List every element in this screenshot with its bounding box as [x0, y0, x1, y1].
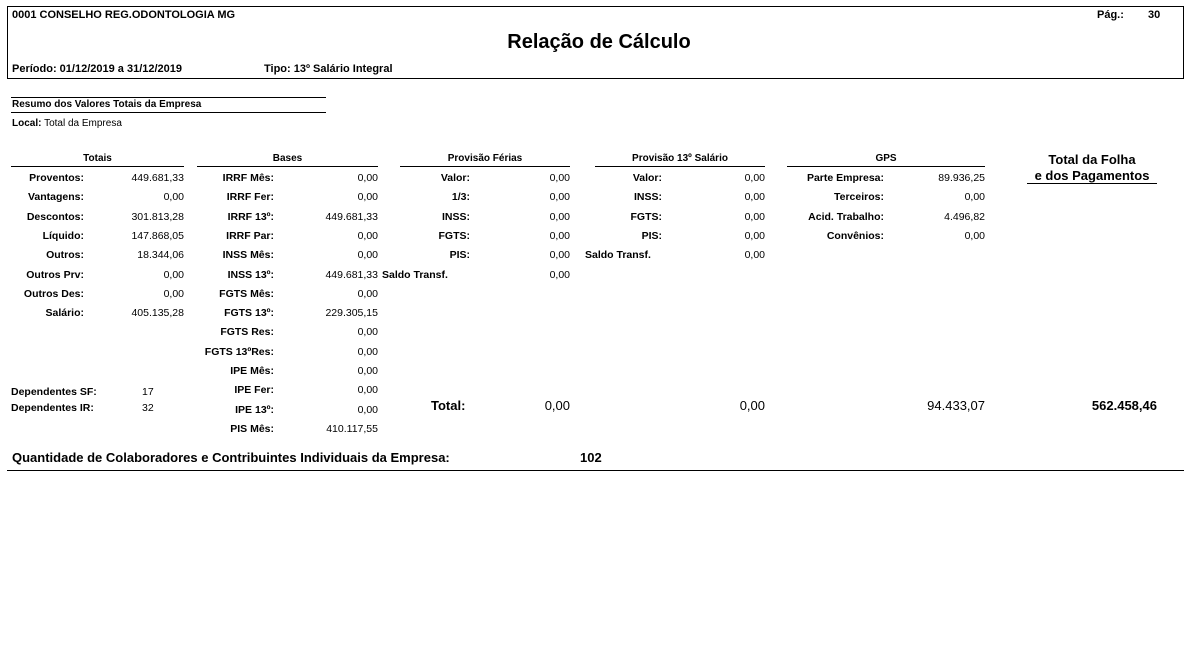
decimo-heading: Provisão 13º Salário [632, 153, 728, 164]
gps-rule [787, 166, 985, 167]
footer-value: 102 [580, 450, 602, 465]
bases-label: IRRF Mês: [222, 172, 274, 184]
local-line [12, 118, 122, 129]
dependentes-sf-value: 17 [142, 386, 154, 398]
provisao-ferias-label: Saldo Transf. [382, 268, 448, 281]
provisao-13-value: 0,00 [744, 210, 765, 223]
totais-value: 0,00 [163, 268, 184, 281]
page-label: Pág.: [1097, 9, 1124, 21]
bases-value: 0,00 [357, 287, 378, 300]
total-folha: 562.458,46 [1091, 398, 1157, 413]
provisao-ferias-value: 0,00 [549, 249, 570, 262]
bases-label: IRRF Par: [226, 229, 274, 242]
bases-heading: Bases [272, 153, 303, 164]
totais-label: Outros: [46, 249, 84, 262]
bases-label: IRRF Fer: [226, 191, 274, 204]
bases-label: IRRF 13º: [227, 210, 274, 223]
bases-label: IPE Fer: [234, 384, 274, 397]
totais-value: 0,00 [163, 191, 184, 204]
provisao-ferias-label: FGTS: [438, 229, 470, 242]
total-label: Total: [431, 398, 466, 413]
gps-label: Terceiros: [834, 191, 884, 204]
footer-rule [7, 470, 1184, 471]
total-gps: 94.433,07 [927, 398, 985, 413]
bases-label: FGTS Res: [220, 326, 274, 339]
provisao-ferias-value: 0,00 [549, 229, 570, 242]
ferias-heading: Provisão Férias [447, 153, 523, 164]
bases-value: 449.681,33 [325, 268, 378, 281]
bases-value: 0,00 [357, 384, 378, 397]
bases-value: 0,00 [357, 403, 378, 416]
company-name: 0001 CONSELHO REG.ODONTOLOGIA MG [12, 9, 236, 21]
bases-label: INSS 13º: [227, 268, 274, 281]
dependentes-sf-label: Dependentes SF: [11, 386, 97, 398]
totais-value: 405.135,28 [131, 307, 184, 320]
report-period: Período: 01/12/2019 a 31/12/2019 [12, 63, 183, 75]
folha-heading-1: Total da Folha [1048, 152, 1136, 167]
bases-value: 0,00 [357, 172, 378, 184]
provisao-13-label: INSS: [633, 191, 662, 204]
provisao-ferias-label: INSS: [441, 210, 470, 223]
bases-label: PIS Mês: [230, 422, 274, 435]
provisao-ferias-value: 0,00 [549, 172, 570, 184]
bases-value: 0,00 [357, 191, 378, 204]
folha-rule [1027, 183, 1157, 184]
totais-label: Vantagens: [27, 191, 84, 204]
bases-value: 0,00 [357, 229, 378, 242]
provisao-ferias-label: 1/3: [451, 191, 470, 204]
summary-title: Resumo dos Valores Totais da Empresa [12, 99, 202, 110]
gps-value: 4.496,82 [944, 210, 985, 223]
bases-value: 0,00 [357, 326, 378, 339]
totais-value: 449.681,33 [131, 172, 184, 184]
gps-label: Acid. Trabalho: [808, 210, 884, 223]
gps-value: 89.936,25 [938, 172, 985, 184]
summary-top-rule [11, 97, 326, 98]
provisao-ferias-value: 0,00 [549, 268, 570, 281]
summary-bottom-rule [11, 112, 326, 113]
totais-label: Proventos: [29, 172, 84, 184]
totais-value: 301.813,28 [131, 210, 184, 223]
totais-label: Outros Prv: [26, 268, 84, 281]
dependentes-ir-label: Dependentes IR: [11, 402, 94, 414]
report-type: Tipo: 13º Salário Integral [264, 63, 393, 75]
gps-value: 0,00 [964, 229, 985, 242]
provisao-13-label: Valor: [632, 172, 662, 184]
totais-label: Salário: [45, 307, 84, 320]
bases-label: IPE Mês: [230, 365, 274, 377]
provisao-13-label: Saldo Transf. [585, 249, 651, 262]
total-decimo: 0,00 [739, 398, 765, 413]
bases-value: 410.117,55 [326, 422, 378, 435]
provisao-13-value: 0,00 [744, 172, 765, 184]
local-value: Total da Empresa [44, 118, 122, 129]
bases-value: 449.681,33 [325, 210, 378, 223]
provisao-13-value: 0,00 [744, 249, 765, 262]
bases-rule [197, 166, 378, 167]
total-ferias: 0,00 [544, 398, 570, 413]
totais-value: 18.344,06 [137, 249, 184, 262]
provisao-ferias-value: 0,00 [549, 210, 570, 223]
local-label: Local: [12, 118, 42, 129]
gps-heading: GPS [875, 153, 897, 164]
gps-label: Convênios: [826, 229, 884, 242]
provisao-13-value: 0,00 [744, 191, 765, 204]
provisao-ferias-label: PIS: [449, 249, 470, 262]
totais-label: Líquido: [42, 229, 84, 242]
totais-label: Descontos: [26, 210, 84, 223]
ferias-rule [400, 166, 570, 167]
bases-label: FGTS Mês: [219, 287, 274, 300]
page-number: 30 [1148, 9, 1161, 21]
report-title: Relação de Cálculo [507, 31, 691, 53]
totais-heading: Totais [83, 153, 112, 164]
dependentes-ir-value: 32 [142, 402, 154, 414]
provisao-13-label: PIS: [641, 229, 662, 242]
totais-value: 147.868,05 [131, 229, 184, 242]
gps-value: 0,00 [964, 191, 985, 204]
bases-label: IPE 13º: [235, 403, 274, 416]
provisao-13-label: FGTS: [630, 210, 662, 223]
folha-heading-2: e dos Pagamentos [1034, 168, 1150, 183]
bases-value: 0,00 [357, 249, 378, 262]
provisao-13-value: 0,00 [744, 229, 765, 242]
totais-label: Outros Des: [23, 287, 84, 300]
bases-label: INSS Mês: [222, 249, 274, 262]
bases-value: 229.305,15 [325, 307, 378, 320]
provisao-ferias-label: Valor: [440, 172, 470, 184]
bases-label: FGTS 13º: [224, 307, 274, 320]
footer-label: Quantidade de Colaboradores e Contribuintes Individuais da Empresa: [12, 450, 450, 465]
bases-value: 0,00 [357, 345, 378, 358]
totais-value: 0,00 [163, 287, 184, 300]
gps-label: Parte Empresa: [806, 172, 884, 184]
bases-label: FGTS 13ºRes: [204, 345, 274, 358]
bases-value: 0,00 [357, 365, 378, 377]
decimo-rule [595, 166, 765, 167]
provisao-ferias-value: 0,00 [549, 191, 570, 204]
totais-rule [11, 166, 184, 167]
